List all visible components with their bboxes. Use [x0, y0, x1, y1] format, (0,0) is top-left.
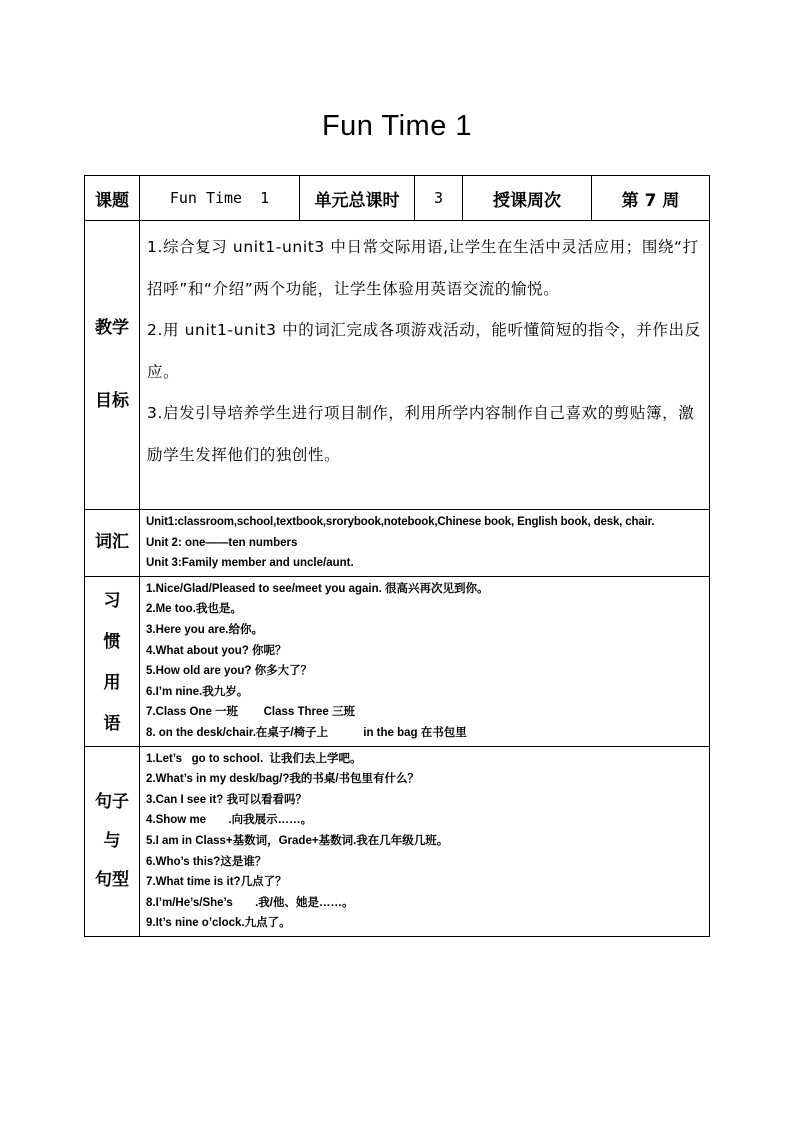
topic-value: Fun Time 1 — [140, 176, 300, 221]
phrases-label-char: 用 — [103, 673, 121, 694]
phrase-line: 3.Here you are.给你。 — [146, 623, 263, 636]
vocab-line: Unit 3:Family member and uncle/aunt. — [146, 557, 354, 570]
phrases-label-char: 惯 — [103, 632, 121, 653]
phrase-line: 1.Nice/Glad/Pleased to see/meet you again. 很高兴再次见到你。 — [146, 582, 489, 595]
goals-row — [85, 221, 710, 510]
vocab-line: Unit 2: one——ten numbers — [146, 536, 298, 549]
sentence-line: 2.What’s in my desk/bag/?我的书桌/书包里有什么？ — [146, 773, 420, 786]
phrases-label — [85, 576, 140, 746]
sentence-line: 7.What time is it?几点了？ — [146, 876, 287, 889]
phrase-line: 6.I’m nine.我九岁。 — [146, 685, 249, 698]
goal-item: 3.启发引导培养学生进行项目制作，利用所学内容制作自己喜欢的剪贴簿，激励学生发挥他们的独创性。 — [147, 404, 695, 464]
sentence-line: 3.Can I see it? 我可以看看吗？ — [146, 793, 308, 806]
total-periods-value: 3 — [415, 176, 463, 221]
total-periods-label: 单元总课时 — [300, 176, 415, 221]
phrase-line: 7.Class One 一班 Class Three 三班 — [146, 706, 355, 719]
sentence-line: 8.I’m/He’s/She’s .我/他、她是……。 — [146, 896, 354, 909]
phrases-label-char: 语 — [103, 714, 121, 735]
teaching-week-value: 第 7 周 — [592, 176, 710, 221]
phrase-line: 4.What about you? 你呢？ — [146, 644, 287, 657]
header-row — [85, 176, 710, 221]
vocab-row — [85, 510, 710, 577]
sentences-label-part: 与 — [103, 830, 121, 851]
sentences-content — [140, 746, 710, 936]
vocab-content — [140, 510, 710, 577]
phrase-line: 2.Me too.我也是。 — [146, 603, 242, 616]
goals-label — [85, 221, 140, 510]
phrase-line: 8. on the desk/chair.在桌子/椅子上 in the bag 在书包里 — [146, 726, 467, 739]
sentence-line: 9.It’s nine o’clock.九点了。 — [146, 917, 291, 930]
goals-label-line-2: 目标 — [95, 391, 129, 411]
goal-item: 2.用 unit1-unit3 中的词汇完成各项游戏活动，能听懂简短的指令，并作出反应。 — [147, 321, 701, 381]
phrase-line: 5.How old are you? 你多大了？ — [146, 665, 313, 678]
page-title: Fun Time 1 — [321, 110, 473, 142]
sentence-line: 4.Show me .向我展示……。 — [146, 814, 313, 827]
phrases-label-char: 习 — [103, 591, 121, 612]
sentences-label — [85, 746, 140, 936]
sentences-row — [85, 746, 710, 936]
phrases-row — [85, 576, 710, 746]
goals-content — [140, 221, 710, 510]
vocab-line: Unit1:classroom,school,textbook,srorybook,notebook,Chinese book, English book, desk, chair. — [146, 516, 655, 528]
sentences-label-part: 句子 — [95, 791, 129, 812]
sentences-label-part: 句型 — [95, 869, 129, 890]
phrases-content — [140, 576, 710, 746]
lesson-plan-table — [84, 175, 710, 937]
teaching-week-label: 授课周次 — [463, 176, 592, 221]
sentence-line: 5.I am in Class+基数词，Grade+基数词.我在几年级几班。 — [146, 834, 449, 847]
goals-label-line-1: 教学 — [95, 318, 129, 338]
sentence-line: 6.Who’s this?这是谁？ — [146, 855, 267, 868]
sentence-line: 1.Let’s go to school. 让我们去上学吧。 — [146, 752, 362, 765]
topic-label: 课题 — [85, 176, 140, 221]
vocab-label: 词汇 — [85, 510, 140, 577]
goal-item: 1.综合复习 unit1-unit3 中日常交际用语,让学生在生活中灵活应用；围绕“打招呼”和“介绍”两个功能，让学生体验用英语交流的愉悦。 — [147, 238, 699, 298]
